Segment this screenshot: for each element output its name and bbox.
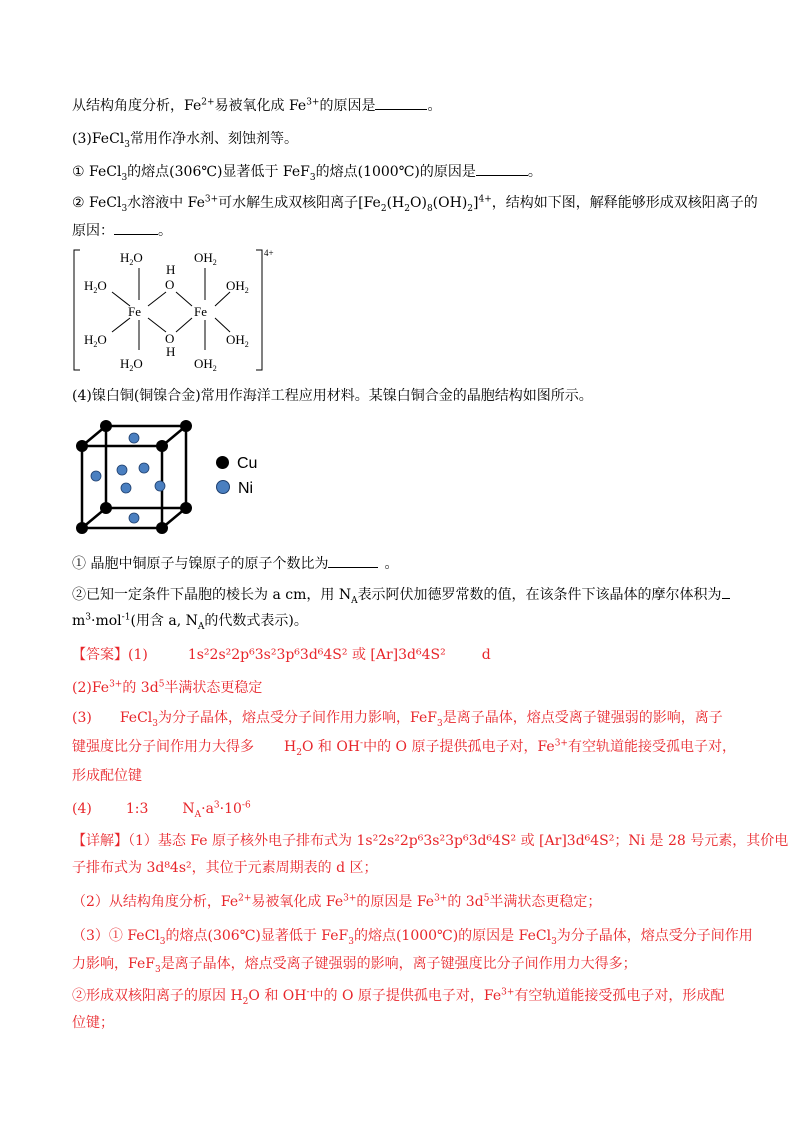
sub: A bbox=[351, 595, 358, 606]
text: 有空轨道能接受孤电子对，形成配 bbox=[514, 988, 725, 1004]
svg-text:H2O bbox=[84, 278, 107, 295]
bridge-o-bottom: O bbox=[165, 331, 175, 346]
text: 键强度比分子间作用力大得多 bbox=[72, 739, 254, 755]
q4-part2-line2 bbox=[72, 611, 308, 631]
sub: 2 bbox=[93, 286, 98, 295]
sup: 3+ bbox=[109, 679, 123, 690]
text: 易被氧化成 Fe bbox=[214, 98, 307, 114]
sub: 3 bbox=[159, 936, 166, 947]
text: ] bbox=[473, 195, 479, 211]
sup: 4+ bbox=[478, 194, 492, 205]
text: ② FeCl bbox=[72, 195, 122, 211]
text: ②形成双核阳离子的原因 H bbox=[72, 988, 243, 1004]
answer-blank[interactable] bbox=[476, 163, 528, 176]
answer-zone: d bbox=[481, 647, 491, 663]
answer-2 bbox=[72, 678, 262, 698]
sub: 2 bbox=[380, 203, 387, 214]
text: 子排布式为 3d⁸4s²，其位于元素周期表的 d 区； bbox=[72, 860, 378, 876]
text: 是离子晶体，熔点受离子键强弱的影响，离子 bbox=[442, 710, 723, 726]
o-label: O bbox=[97, 332, 107, 347]
text: ·10 bbox=[219, 801, 242, 817]
text: 为分子晶体，熔点受分子间作用力影响，FeF bbox=[158, 710, 437, 726]
text: 原因： bbox=[72, 223, 114, 239]
text: 有空轨道能接受孤电子对， bbox=[567, 739, 736, 755]
text: （3）① FeCl bbox=[72, 928, 160, 944]
text: 形成配位键 bbox=[72, 768, 142, 784]
bridge-h-top: H bbox=[166, 262, 176, 277]
text: 的熔点(1000℃)的原因是 FeCl bbox=[353, 928, 552, 944]
text: 力影响，FeF bbox=[72, 956, 155, 972]
legend-ni-label: Ni bbox=[238, 480, 254, 497]
sup: 3+ bbox=[554, 738, 568, 749]
sub: 2 bbox=[129, 364, 134, 373]
svg-text:OH2 bbox=[226, 278, 249, 295]
oh-label: OH bbox=[226, 278, 245, 293]
text: 的熔点(1000℃)的原因是 bbox=[315, 164, 476, 180]
sup: 3+ bbox=[434, 893, 448, 904]
sub: 3 bbox=[348, 936, 354, 947]
sup: - bbox=[306, 987, 310, 998]
oh-label: OH bbox=[226, 332, 245, 347]
h-label: H bbox=[120, 356, 130, 371]
sub: 3 bbox=[152, 718, 159, 729]
text: (用含 a, N bbox=[130, 613, 198, 629]
sup: - bbox=[360, 738, 364, 749]
atom-labels bbox=[84, 250, 249, 373]
o-label: O bbox=[133, 250, 143, 265]
sup: 2+ bbox=[238, 893, 252, 904]
sub: 3 bbox=[551, 936, 557, 947]
sup: 5 bbox=[483, 893, 490, 904]
text: 的原因是 Fe bbox=[356, 894, 435, 910]
q3-heading bbox=[72, 129, 298, 149]
text: H bbox=[284, 739, 297, 755]
text: 半满状态更稳定； bbox=[489, 894, 602, 910]
text: （2）从结构角度分析，Fe bbox=[72, 894, 239, 910]
sub: 8 bbox=[426, 203, 433, 214]
answer-label: 【答案】(1) bbox=[72, 647, 148, 663]
sub: 2 bbox=[296, 747, 302, 758]
legend-ni bbox=[216, 480, 253, 498]
answer-blank[interactable] bbox=[375, 97, 427, 110]
sub: 2 bbox=[244, 340, 249, 349]
text: (4) bbox=[72, 801, 92, 817]
bridge-h-bottom: H bbox=[166, 344, 176, 359]
sup: -6 bbox=[241, 800, 251, 811]
q3-part2 bbox=[72, 193, 758, 213]
o-label: O bbox=[97, 278, 107, 293]
sup: -1 bbox=[121, 612, 131, 623]
sup: 2+ bbox=[201, 97, 215, 108]
text: 水溶液中 Fe bbox=[127, 195, 205, 211]
detail-1 bbox=[72, 831, 788, 851]
q3-part1 bbox=[72, 162, 542, 182]
text: 半满状态更稳定 bbox=[164, 680, 263, 696]
text: 中的 O 原子提供孤电子对，Fe bbox=[363, 739, 555, 755]
text: m bbox=[72, 613, 86, 629]
text: ① 晶胞中铜原子与镍原子的原子个数比为 bbox=[72, 556, 329, 572]
text: 。 bbox=[427, 98, 442, 114]
text: ，结构如下图，解释能够形成双核阳离子的 bbox=[491, 195, 758, 211]
q4-part2 bbox=[72, 585, 730, 605]
sub: A bbox=[197, 621, 205, 632]
text: 的 3d bbox=[122, 680, 159, 696]
text: 。 bbox=[384, 556, 399, 572]
sub: 3 bbox=[124, 139, 130, 150]
cu-legend-icon bbox=[216, 456, 229, 469]
sup: 3+ bbox=[343, 893, 357, 904]
svg-text:OH2 bbox=[226, 332, 249, 349]
sub: 2 bbox=[242, 996, 249, 1007]
sub: 3 bbox=[121, 203, 128, 214]
legend-cu-label: Cu bbox=[237, 455, 258, 472]
text: O 和 OH bbox=[301, 739, 361, 755]
text: (3)FeCl bbox=[72, 131, 125, 147]
text: 表示阿伏加德罗常数的值，在该条件下该晶体的摩尔体积为 bbox=[357, 587, 722, 603]
text: 为分子晶体，熔点受分子间作用 bbox=[556, 928, 753, 944]
oh-label: OH bbox=[194, 356, 213, 371]
text: ·a bbox=[201, 801, 214, 817]
answer-config: 1s²2s²2p⁶3s²3p⁶3d⁶4S² 或 [Ar]3d⁶4S² bbox=[187, 647, 446, 663]
fe-right: Fe bbox=[194, 304, 207, 319]
svg-text:H2O bbox=[84, 332, 107, 349]
sup: 3+ bbox=[306, 97, 320, 108]
detail-2 bbox=[72, 892, 601, 912]
left-bracket bbox=[74, 250, 80, 370]
text: (4)镍白铜(铜镍合金)常用作海洋工程应用材料。某镍白铜合金的晶胞结构如图所示。 bbox=[72, 388, 593, 404]
answer-blank[interactable] bbox=[114, 222, 158, 235]
answer-4 bbox=[72, 799, 251, 819]
text: (OH) bbox=[432, 195, 468, 211]
sup: 3+ bbox=[501, 987, 515, 998]
detail-4-line2 bbox=[72, 1013, 114, 1033]
text: 的熔点(306℃)显著低于 FeF bbox=[127, 164, 310, 180]
sub: 3 bbox=[436, 718, 443, 729]
text: 可水解生成双核阳离子[Fe bbox=[218, 195, 381, 211]
text: ① FeCl bbox=[72, 164, 122, 180]
text: 的原因是 bbox=[319, 98, 376, 114]
q4-heading bbox=[72, 386, 593, 406]
text: 的熔点(306℃)显著低于 FeF bbox=[165, 928, 349, 944]
text: 的 3d bbox=[447, 894, 484, 910]
sub: 3 bbox=[154, 964, 161, 975]
text: N bbox=[182, 801, 195, 817]
text: 是离子晶体，熔点受离子键强弱的影响，离子键强度比分子间作用力大得多； bbox=[160, 956, 637, 972]
sub: 2 bbox=[212, 364, 217, 373]
text: 常用作净水剂、刻蚀剂等。 bbox=[130, 131, 298, 147]
text: 【详解】（1）基态 Fe 原子核外电子排布式为 1s²2s²2p⁶3s²3p⁶3d⁶4S² 或 [Ar]3d⁶4S²；Ni 是 28 号元素，其价电 bbox=[72, 833, 789, 849]
text: 中的 O 原子提供孤电子对，Fe bbox=[309, 988, 502, 1004]
detail-3 bbox=[72, 926, 753, 946]
sub: 2 bbox=[93, 340, 98, 349]
text: 的代数式表示)。 bbox=[204, 613, 308, 629]
sub: 3 bbox=[309, 172, 316, 183]
text: FeCl bbox=[119, 710, 153, 726]
text: 从结构角度分析，Fe bbox=[72, 98, 202, 114]
answer-3-line2 bbox=[72, 737, 736, 757]
unit-cell-diagram bbox=[72, 418, 202, 538]
answer-blank[interactable] bbox=[722, 586, 730, 599]
dinuclear-cation-structure bbox=[70, 244, 290, 376]
legend-cu bbox=[216, 455, 257, 473]
text: ·mol bbox=[91, 613, 122, 629]
sub: A bbox=[194, 809, 202, 820]
q2-line bbox=[72, 96, 441, 116]
text: O 和 OH bbox=[248, 988, 307, 1004]
q4-part1 bbox=[72, 554, 398, 574]
sup: 5 bbox=[158, 679, 165, 690]
svg-text:OH2 bbox=[194, 250, 217, 267]
ni-legend-icon bbox=[216, 480, 230, 494]
text: 易被氧化成 Fe bbox=[251, 894, 344, 910]
text: (2)Fe bbox=[72, 680, 110, 696]
svg-text:OH2 bbox=[194, 356, 217, 373]
h-label: H bbox=[120, 250, 130, 265]
svg-text:H2O bbox=[120, 356, 143, 373]
fe-left: Fe bbox=[128, 304, 141, 319]
sup: 3 bbox=[85, 612, 92, 623]
oh-label: OH bbox=[194, 250, 213, 265]
text: (3) bbox=[72, 710, 92, 726]
sub: 2 bbox=[404, 203, 410, 214]
answer-1 bbox=[72, 645, 491, 665]
sub: 2 bbox=[212, 258, 217, 267]
sub: 2 bbox=[467, 203, 474, 214]
svg-text:H2O bbox=[120, 250, 143, 267]
text: 。 bbox=[527, 164, 542, 180]
detail-1-line2 bbox=[72, 858, 378, 878]
text: (H bbox=[386, 195, 405, 211]
text: 位键； bbox=[72, 1015, 114, 1031]
o-label: O bbox=[133, 356, 143, 371]
detail-3-line2 bbox=[72, 954, 637, 974]
text: 1:3 bbox=[125, 801, 149, 817]
right-bracket bbox=[256, 250, 262, 370]
detail-4 bbox=[72, 986, 724, 1006]
sup: 3 bbox=[213, 800, 220, 811]
h-label: H bbox=[84, 278, 94, 293]
sup: 3+ bbox=[204, 194, 219, 205]
sub: 2 bbox=[129, 258, 134, 267]
sub: 3 bbox=[121, 172, 128, 183]
q3-part2-line2 bbox=[72, 221, 172, 241]
bridge-o-top: O bbox=[165, 277, 175, 292]
text: 。 bbox=[158, 223, 172, 239]
sub: 2 bbox=[244, 286, 249, 295]
charge-label: 4+ bbox=[264, 248, 274, 258]
answer-3-line1 bbox=[72, 708, 723, 728]
h-label: H bbox=[84, 332, 94, 347]
text: O) bbox=[409, 195, 427, 211]
answer-3-line3 bbox=[72, 766, 142, 786]
text: ②已知一定条件下晶胞的棱长为 a cm，用 N bbox=[72, 587, 352, 603]
answer-blank[interactable] bbox=[328, 555, 378, 568]
